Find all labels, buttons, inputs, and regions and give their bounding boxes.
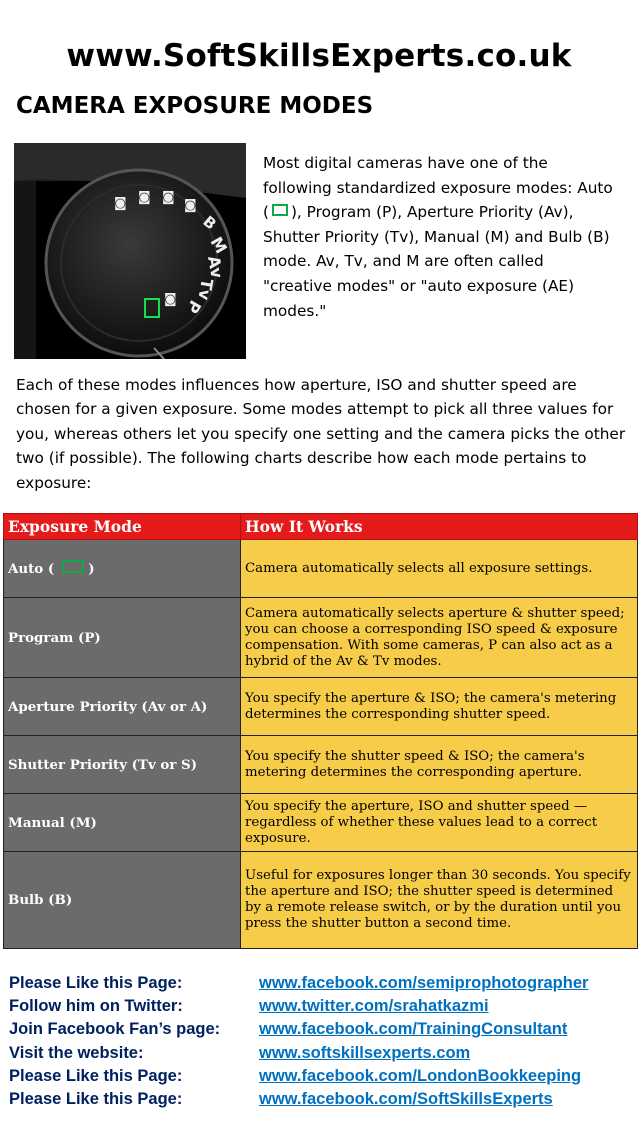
promo-row: [9, 1090, 588, 1113]
how-cell: You specify the shutter speed & ISO; the camera's metering determines the corresponding aperture.: [241, 736, 638, 794]
mode-cell-auto: [4, 540, 241, 598]
column-header-mode: Exposure Mode: [4, 514, 241, 540]
promo-link[interactable]: www.twitter.com/srahatkazmi: [259, 997, 489, 1016]
promo-row: [9, 1020, 588, 1043]
table-row: [4, 736, 638, 794]
table-row: [4, 794, 638, 852]
promo-row: [9, 1044, 588, 1067]
promo-link[interactable]: www.softskillsexperts.com: [259, 1043, 471, 1062]
table-row: [4, 598, 638, 678]
column-header-how: How It Works: [241, 514, 638, 540]
promo-link[interactable]: www.facebook.com/TrainingConsultant: [259, 1020, 568, 1039]
camera-mode-dial-photo: [14, 143, 246, 359]
dial-label-m: M: [206, 233, 231, 257]
promo-link[interactable]: www.facebook.com/LondonBookkeeping: [259, 1066, 582, 1085]
exposure-modes-table: [3, 513, 638, 949]
dial-icon-3: ◙: [162, 190, 175, 205]
how-cell: You specify the aperture, ISO and shutter speed — regardless of whether these values lead to a correct exposure.: [241, 794, 638, 852]
mode-cell: Bulb (B): [4, 852, 241, 949]
dial-label-av: Av: [204, 254, 227, 280]
how-cell: Useful for exposures longer than 30 seconds. You specify the aperture and ISO; the shutter speed is determined by a remote release switch, or by the duration until you press the shutter button a second time.: [241, 852, 638, 949]
mode-dial-illustration: [14, 143, 246, 359]
dial-label-b: B: [199, 212, 220, 234]
dial-icon-2: ◙: [138, 190, 151, 205]
promo-label: Please Like this Page:: [9, 974, 183, 992]
how-cell: Camera automatically selects aperture & shutter speed; you can choose a corresponding ISO speed & exposure compensation. With some cameras, P can also act as a hybrid of the Av & Tv modes.: [241, 598, 638, 678]
mode-cell: Program (P): [4, 598, 241, 678]
promo-label: Follow him on Twitter:: [9, 997, 183, 1016]
promo-label: Please Like this Page:: [9, 1066, 183, 1085]
table-row: [4, 852, 638, 949]
mode-cell: Manual (M): [4, 794, 241, 852]
promo-label: Join Facebook Fan’s page:: [9, 1020, 221, 1039]
promo-link[interactable]: www.facebook.com/semiprophotographer: [259, 974, 589, 992]
promo-row: [9, 1067, 588, 1090]
page-heading: CAMERA EXPOSURE MODES: [16, 93, 374, 119]
promo-label: Please Like this Page:: [9, 1089, 183, 1108]
how-cell: You specify the aperture & ISO; the camera's metering determines the corresponding shutter speed.: [241, 678, 638, 736]
dial-icon-4: ◙: [184, 198, 197, 213]
auto-mode-icon: [272, 204, 288, 216]
how-cell: Camera automatically selects all exposure settings.: [241, 540, 638, 598]
dial-icon-5: ◙: [164, 292, 177, 307]
table-row: [4, 678, 638, 736]
mode-cell: Aperture Priority (Av or A): [4, 678, 241, 736]
mode-cell: Shutter Priority (Tv or S): [4, 736, 241, 794]
mode-name-suffix: ): [88, 561, 95, 577]
dial-icon-1: ◙: [114, 196, 127, 211]
table-header-row: [4, 514, 638, 540]
intro-paragraph: [263, 151, 613, 323]
auto-mode-icon: [62, 560, 84, 573]
intro-text-after: ), Program (P), Aperture Priority (Av), Shutter Priority (Tv), Manual (M) and Bulb (B) mode. Av, Tv, and M are often called "creative modes" or "auto exposure (AE) modes.": [263, 203, 610, 320]
site-url-title: www.SoftSkillsExperts.co.uk: [66, 38, 572, 74]
promo-link[interactable]: www.facebook.com/SoftSkillsExperts: [259, 1089, 553, 1108]
body-paragraph: Each of these modes influences how aperture, ISO and shutter speed are chosen for a given exposure. Some modes attempt to pick all three values for you, whereas others let you specify one setting and the camera picks the other two (if possible). The following charts describe how each mode pertains to exposure:: [16, 376, 626, 492]
promo-row: [9, 997, 588, 1020]
intro-text-before: Most digital cameras have one of the following standardized exposure modes: Auto (: [263, 154, 613, 222]
promo-label: Visit the website:: [9, 1043, 144, 1062]
promo-row: [9, 974, 588, 997]
promo-links: [9, 974, 588, 1113]
table-row: [4, 540, 638, 598]
dial-label-p: P: [182, 297, 205, 317]
mode-name: Auto (: [8, 561, 55, 577]
dial-label-tv: Tv: [194, 277, 217, 302]
